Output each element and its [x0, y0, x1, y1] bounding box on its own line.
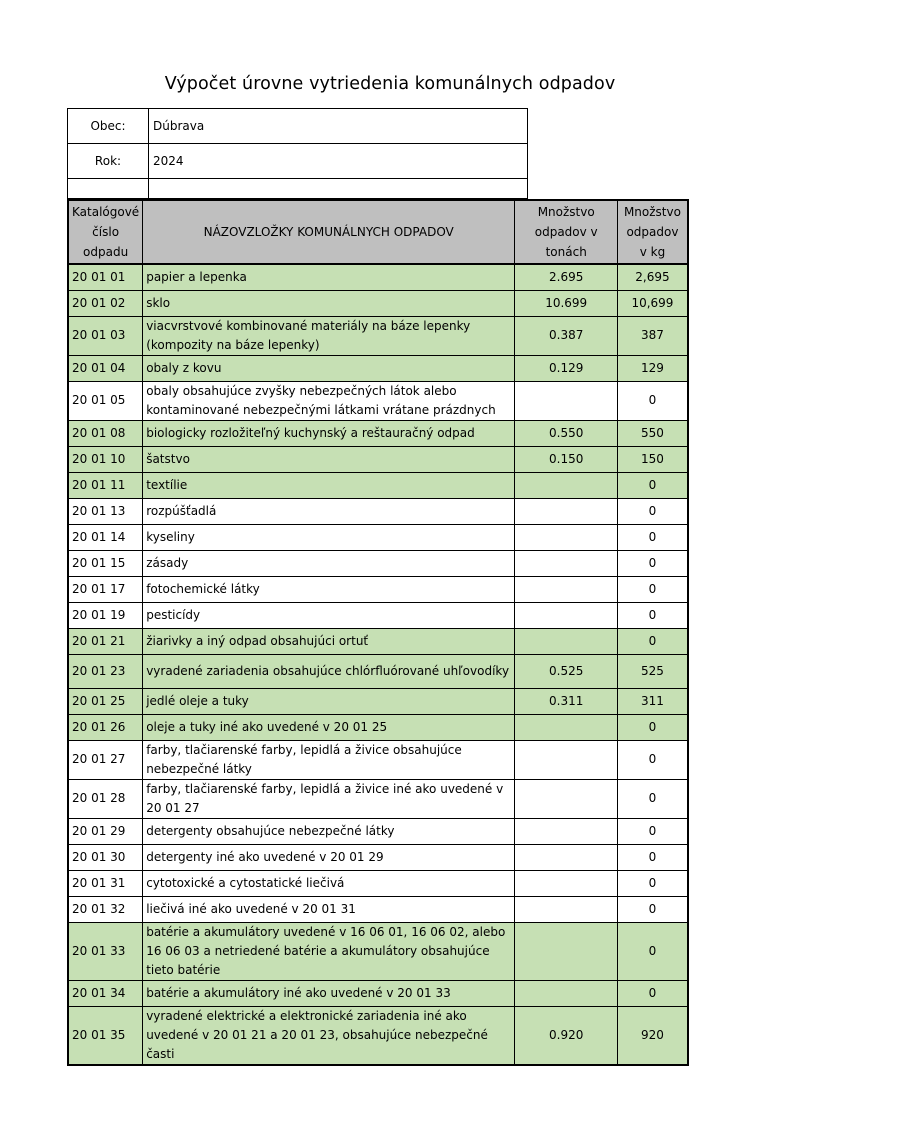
waste-code-cell: 20 01 17: [68, 576, 143, 602]
kg-cell: 0: [618, 870, 688, 896]
tons-cell: [515, 498, 618, 524]
kg-cell: 0: [618, 844, 688, 870]
waste-code-cell: 20 01 02: [68, 290, 143, 316]
waste-code-cell: 20 01 28: [68, 779, 143, 818]
rok-label: Rok:: [68, 144, 149, 179]
table-row: [68, 550, 688, 576]
table-row: [68, 420, 688, 446]
obec-label: Obec:: [68, 109, 149, 144]
column-header-name: NÁZOVZLOŽKY KOMUNÁLNYCH ODPADOV: [143, 200, 515, 264]
waste-name-cell: cytotoxické a cytostatické liečivá: [143, 870, 515, 896]
waste-code-cell: 20 01 14: [68, 524, 143, 550]
kg-cell: 0: [618, 602, 688, 628]
waste-code-cell: 20 01 26: [68, 714, 143, 740]
blank-cell: [149, 179, 528, 199]
waste-name-cell: sklo: [143, 290, 515, 316]
waste-name-cell: detergenty iné ako uvedené v 20 01 29: [143, 844, 515, 870]
obec-row: [68, 109, 528, 144]
waste-code-cell: 20 01 15: [68, 550, 143, 576]
waste-name-cell: vyradené elektrické a elektronické zariadenia iné ako uvedené v 20 01 21 a 20 01 23, obsahujúce nebezpečné časti: [143, 1006, 515, 1065]
kg-cell: 550: [618, 420, 688, 446]
tons-cell: 10.699: [515, 290, 618, 316]
kg-cell: 0: [618, 576, 688, 602]
waste-name-cell: rozpúšťadlá: [143, 498, 515, 524]
waste-name-cell: obaly obsahujúce zvyšky nebezpečných látok alebo kontaminované nebezpečnými látkami vrátane prázdnych: [143, 381, 515, 420]
tons-cell: [515, 576, 618, 602]
waste-table: [67, 199, 689, 1066]
tons-cell: 2.695: [515, 264, 618, 290]
table-row: [68, 381, 688, 420]
table-row: [68, 446, 688, 472]
kg-cell: 2,695: [618, 264, 688, 290]
waste-code-cell: 20 01 01: [68, 264, 143, 290]
waste-name-cell: farby, tlačiarenské farby, lepidlá a živice obsahujúce nebezpečné látky: [143, 740, 515, 779]
waste-name-cell: liečivá iné ako uvedené v 20 01 31: [143, 896, 515, 922]
rok-value: 2024: [149, 144, 528, 179]
tons-cell: [515, 714, 618, 740]
waste-name-cell: oleje a tuky iné ako uvedené v 20 01 25: [143, 714, 515, 740]
column-header-kg: Množstvo odpadov v kg: [618, 200, 688, 264]
table-row: [68, 818, 688, 844]
tons-cell: [515, 779, 618, 818]
tons-cell: 0.525: [515, 654, 618, 688]
table-row: [68, 498, 688, 524]
waste-code-cell: 20 01 13: [68, 498, 143, 524]
waste-code-cell: 20 01 10: [68, 446, 143, 472]
waste-name-cell: vyradené zariadenia obsahujúce chlórfluórované uhľovodíky: [143, 654, 515, 688]
waste-code-cell: 20 01 29: [68, 818, 143, 844]
kg-cell: 0: [618, 381, 688, 420]
tons-cell: [515, 472, 618, 498]
kg-cell: 0: [618, 628, 688, 654]
obec-value: Dúbrava: [149, 109, 528, 144]
table-row: [68, 628, 688, 654]
waste-code-cell: 20 01 31: [68, 870, 143, 896]
table-row: [68, 576, 688, 602]
waste-code-cell: 20 01 19: [68, 602, 143, 628]
table-row: [68, 896, 688, 922]
column-header-tons: Množstvo odpadov v tonách: [515, 200, 618, 264]
tons-cell: 0.150: [515, 446, 618, 472]
table-row: [68, 524, 688, 550]
tons-cell: 0.387: [515, 316, 618, 355]
waste-code-cell: 20 01 27: [68, 740, 143, 779]
waste-name-cell: jedlé oleje a tuky: [143, 688, 515, 714]
waste-code-cell: 20 01 30: [68, 844, 143, 870]
waste-name-cell: papier a lepenka: [143, 264, 515, 290]
waste-code-cell: 20 01 32: [68, 896, 143, 922]
kg-cell: 0: [618, 779, 688, 818]
waste-code-cell: 20 01 34: [68, 980, 143, 1006]
tons-cell: [515, 980, 618, 1006]
waste-code-cell: 20 01 03: [68, 316, 143, 355]
waste-code-cell: 20 01 35: [68, 1006, 143, 1065]
table-row: [68, 922, 688, 980]
kg-cell: 0: [618, 714, 688, 740]
waste-name-cell: žiarivky a iný odpad obsahujúci ortuť: [143, 628, 515, 654]
kg-cell: 0: [618, 498, 688, 524]
table-row: [68, 290, 688, 316]
waste-code-cell: 20 01 23: [68, 654, 143, 688]
kg-cell: 0: [618, 524, 688, 550]
tons-cell: [515, 524, 618, 550]
header-table: [67, 108, 528, 199]
waste-name-cell: pesticídy: [143, 602, 515, 628]
kg-cell: 10,699: [618, 290, 688, 316]
table-row: [68, 779, 688, 818]
table-row: [68, 472, 688, 498]
table-row: [68, 602, 688, 628]
table-row: [68, 870, 688, 896]
waste-name-cell: textílie: [143, 472, 515, 498]
waste-name-cell: detergenty obsahujúce nebezpečné látky: [143, 818, 515, 844]
waste-name-cell: batérie a akumulátory iné ako uvedené v 20 01 33: [143, 980, 515, 1006]
tons-cell: [515, 922, 618, 980]
waste-code-cell: 20 01 05: [68, 381, 143, 420]
tons-cell: 0.550: [515, 420, 618, 446]
tons-cell: 0.129: [515, 355, 618, 381]
waste-code-cell: 20 01 25: [68, 688, 143, 714]
kg-cell: 920: [618, 1006, 688, 1065]
kg-cell: 0: [618, 550, 688, 576]
kg-cell: 311: [618, 688, 688, 714]
tons-cell: 0.920: [515, 1006, 618, 1065]
kg-cell: 0: [618, 980, 688, 1006]
waste-name-cell: zásady: [143, 550, 515, 576]
table-row: [68, 1006, 688, 1065]
waste-name-cell: fotochemické látky: [143, 576, 515, 602]
table-row: [68, 264, 688, 290]
waste-name-cell: farby, tlačiarenské farby, lepidlá a živice iné ako uvedené v 20 01 27: [143, 779, 515, 818]
table-row: [68, 714, 688, 740]
kg-cell: 0: [618, 896, 688, 922]
kg-cell: 150: [618, 446, 688, 472]
table-row: [68, 688, 688, 714]
waste-name-cell: biologicky rozložiteľný kuchynský a reštauračný odpad: [143, 420, 515, 446]
waste-code-cell: 20 01 11: [68, 472, 143, 498]
waste-code-cell: 20 01 08: [68, 420, 143, 446]
table-row: [68, 355, 688, 381]
waste-name-cell: viacvrstvové kombinované materiály na báze lepenky (kompozity na báze lepenky): [143, 316, 515, 355]
table-header-row: [68, 200, 688, 264]
tons-cell: [515, 896, 618, 922]
waste-name-cell: šatstvo: [143, 446, 515, 472]
rok-row: [68, 144, 528, 179]
tons-cell: [515, 870, 618, 896]
tons-cell: [515, 628, 618, 654]
kg-cell: 129: [618, 355, 688, 381]
kg-cell: 0: [618, 740, 688, 779]
tons-cell: [515, 740, 618, 779]
tons-cell: 0.311: [515, 688, 618, 714]
table-row: [68, 740, 688, 779]
table-row: [68, 844, 688, 870]
tons-cell: [515, 381, 618, 420]
tons-cell: [515, 818, 618, 844]
table-row: [68, 980, 688, 1006]
tons-cell: [515, 550, 618, 576]
tons-cell: [515, 602, 618, 628]
kg-cell: 0: [618, 922, 688, 980]
waste-code-cell: 20 01 04: [68, 355, 143, 381]
waste-code-cell: 20 01 33: [68, 922, 143, 980]
page-title: Výpočet úrovne vytriedenia komunálnych odpadov: [164, 74, 616, 94]
kg-cell: 525: [618, 654, 688, 688]
blank-row: [68, 179, 528, 199]
waste-name-cell: batérie a akumulátory uvedené v 16 06 01, 16 06 02, alebo 16 06 03 a netriedené batérie a akumulátory obsahujúce tieto batérie: [143, 922, 515, 980]
kg-cell: 387: [618, 316, 688, 355]
waste-name-cell: kyseliny: [143, 524, 515, 550]
table-row: [68, 654, 688, 688]
column-header-code: Katalógové číslo odpadu: [68, 200, 143, 264]
tons-cell: [515, 844, 618, 870]
kg-cell: 0: [618, 472, 688, 498]
table-row: [68, 316, 688, 355]
waste-name-cell: obaly z kovu: [143, 355, 515, 381]
kg-cell: 0: [618, 818, 688, 844]
waste-code-cell: 20 01 21: [68, 628, 143, 654]
blank-cell: [68, 179, 149, 199]
